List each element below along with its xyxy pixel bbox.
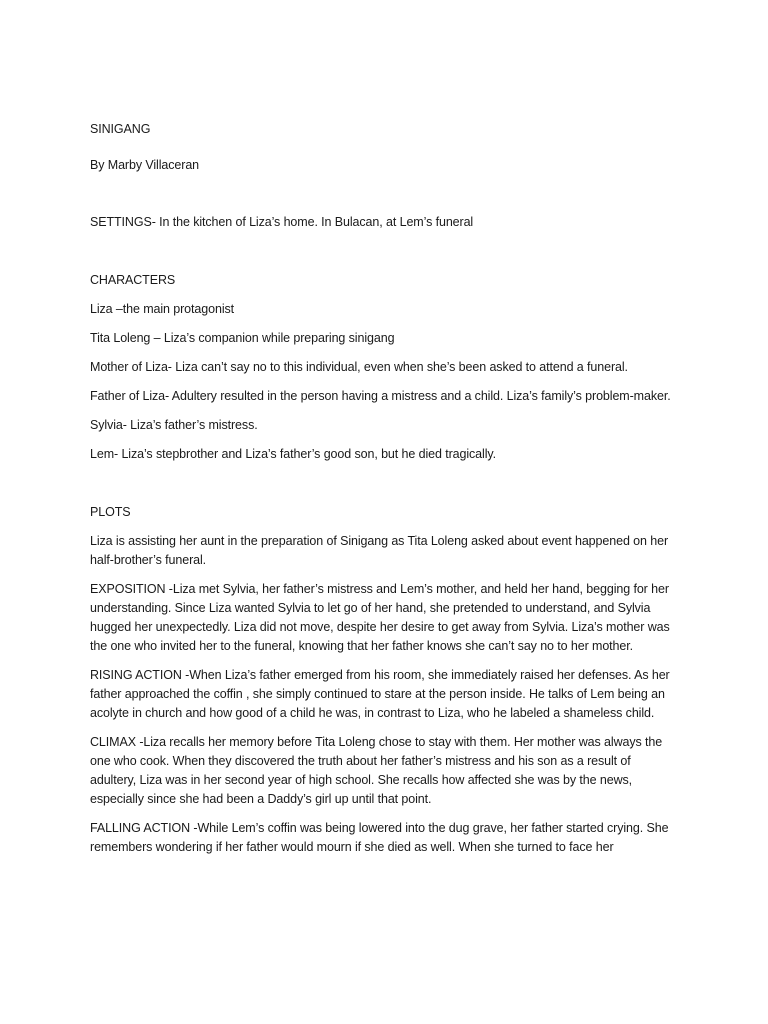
settings-paragraph: SETTINGS- In the kitchen of Liza’s home. In Bulacan, at Lem’s funeral bbox=[90, 215, 474, 229]
character-entry: Liza –the main protagonist bbox=[90, 302, 235, 316]
plot-section-falling-action bbox=[90, 819, 680, 857]
document-author: By Marby Villaceran bbox=[90, 158, 200, 172]
plots-heading: PLOTS bbox=[90, 505, 131, 519]
plot-section-rising-action bbox=[90, 666, 680, 723]
document-body bbox=[90, 120, 680, 867]
character-entry: Father of Liza- Adultery resulted in the person having a mistress and a child. Liza’s family’s problem-maker. bbox=[90, 389, 671, 403]
plot-section-exposition bbox=[90, 580, 680, 656]
plot-section-label: FALLING ACTION bbox=[90, 821, 191, 835]
plot-section-climax bbox=[90, 733, 680, 809]
character-entry: Lem- Liza’s stepbrother and Liza’s father’s good son, but he died tragically. bbox=[90, 447, 496, 461]
plot-section-text: -When Liza’s father emerged from his room, she immediately raised her defenses. As her father approached the coffin , she simply continued to stare at the person inside. He talks of Lem being an acolyte in church and how good of a child he was, in contrast to Liza, who he labeled a shameless child. bbox=[90, 668, 670, 720]
character-entry: Sylvia- Liza’s father’s mistress. bbox=[90, 418, 258, 432]
plot-section-label: EXPOSITION bbox=[90, 582, 166, 596]
plot-section-text: -While Lem’s coffin was being lowered into the dug grave, her father started crying. She remembers wondering if her father would mourn if she died as well. When she turned to face her bbox=[90, 821, 669, 854]
document-title: SINIGANG bbox=[90, 122, 151, 136]
plot-section-text: -Liza recalls her memory before Tita Loleng chose to stay with them. Her mother was always the one who cook. When they discovered the truth about her father’s mistress and his son as a result of adultery, Liza was in her second year of high school. She recalls how affected she was by the news, especially since she had been a Daddy’s girl up until that point. bbox=[90, 735, 663, 806]
plot-section-label: CLIMAX bbox=[90, 735, 136, 749]
character-entry: Tita Loleng – Liza’s companion while preparing sinigang bbox=[90, 331, 395, 345]
plot-section-label: RISING ACTION bbox=[90, 668, 182, 682]
plot-section-text: -Liza met Sylvia, her father’s mistress and Lem’s mother, and held her hand, begging for her understanding. Since Liza wanted Sylvia to let go of her hand, she pretended to understand, and Sylvia hugged her unexpectedly. Liza did not move, despite her desire to get away from Sylvia. Liza’s mother was the one who invited her to the funeral, knowing that her father knows she can’t say no to her mother. bbox=[90, 582, 670, 653]
characters-heading: CHARACTERS bbox=[90, 273, 176, 287]
character-entry: Mother of Liza- Liza can’t say no to this individual, even when she’s been asked to attend a funeral. bbox=[90, 360, 628, 374]
plot-intro-paragraph: Liza is assisting her aunt in the preparation of Sinigang as Tita Loleng asked about event happened on her half-brother’s funeral. bbox=[90, 534, 669, 567]
